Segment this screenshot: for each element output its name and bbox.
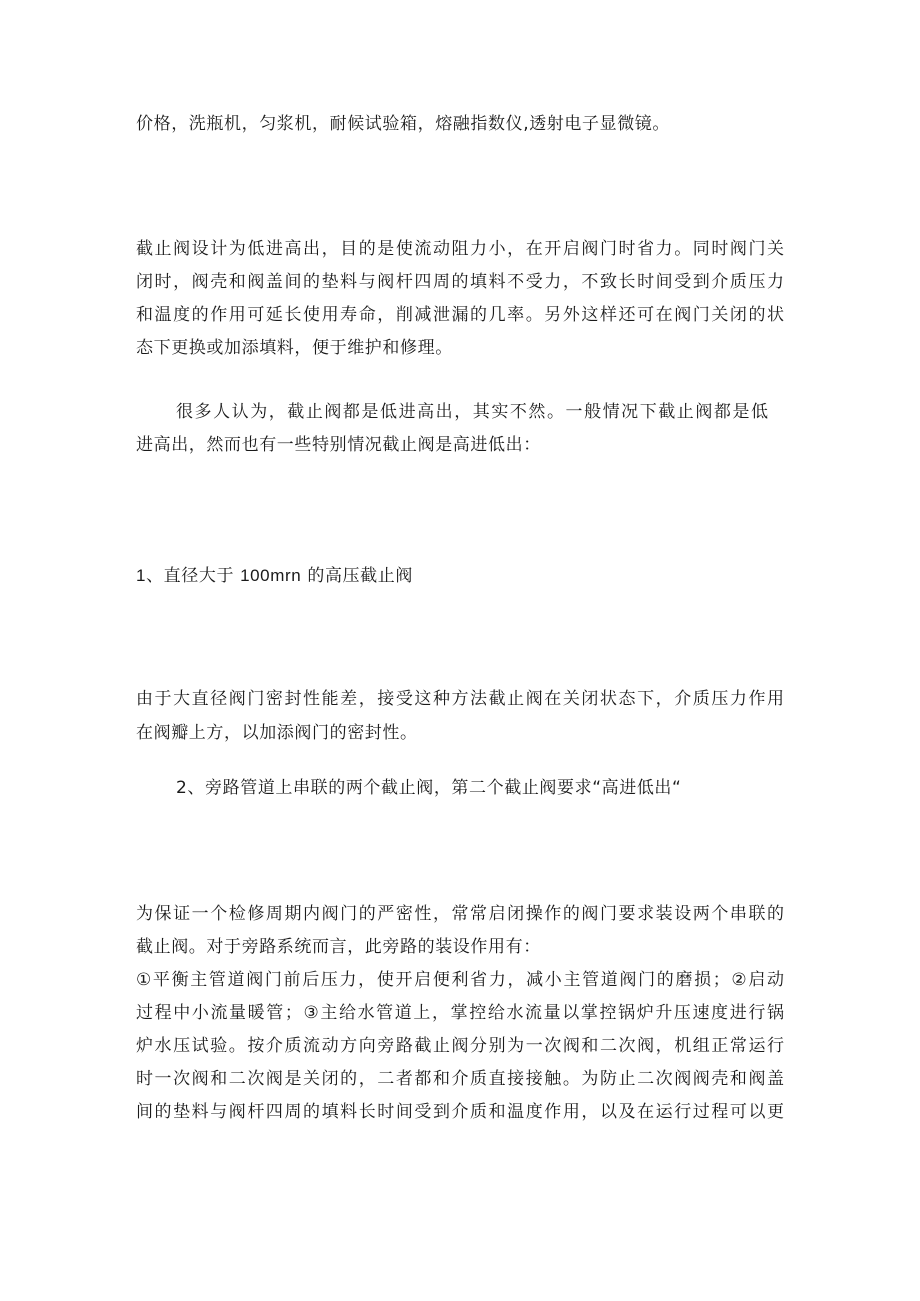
paragraph-line: 间的垫料与阀杆四周的填料长时间受到介质和温度作用，以及在运行过程可以更 — [136, 1102, 784, 1122]
section-heading-1 — [136, 565, 413, 587]
paragraph-line: 价格，洗瓶机，匀浆机，耐候试验箱，熔融指数仪,透射电子显微镜。 — [136, 114, 671, 134]
heading-number: 1 — [136, 566, 147, 585]
paragraph-line: 态下更换或加添填料，便于维护和修理。 — [136, 338, 453, 358]
paragraph-line: 炉水压试验。按介质流动方向旁路截止阀分别为一次阀和二次阀，机组正常运行 — [136, 1036, 784, 1056]
paragraph-line: ①平衡主管道阀门前后压力，使开启便利省力，减小主管道阀门的磨损；②启动 — [136, 970, 784, 990]
paragraph-line: 闭时，阀壳和阀盖间的垫料与阀杆四周的填料不受力，不致长时间受到介质压力 — [136, 272, 784, 292]
heading-text: 、直径大于 — [146, 566, 235, 586]
paragraph-line: 很多人认为，截止阀都是低进高出，其实不然。一般情况下截止阀都是低 — [176, 402, 768, 422]
paragraph-line: 在阀瓣上方，以加添阀门的密封性。 — [136, 723, 418, 743]
heading-text: 的高压截止阀 — [307, 566, 413, 586]
paragraph-line: 过程中小流量暖管；③主给水管道上，掌控给水流量以掌控锅炉升压速度进行锅 — [136, 1003, 784, 1023]
paragraph-line: 进高出，然而也有一些特别情况截止阀是高进低出： — [136, 435, 541, 455]
paragraph-line: 由于大直径阀门密封性能差，接受这种方法截止阀在关闭状态下，介质压力作用 — [136, 689, 784, 709]
paragraph-line: 和温度的作用可延长使用寿命，削减泄漏的几率。另外这样还可在阀门关闭的状 — [136, 305, 784, 325]
paragraph-line: 时一次阀和二次阀是关闭的，二者都和介质直接接触。为防止二次阀阀壳和阀盖 — [136, 1069, 784, 1089]
paragraph-line: 为保证一个检修周期内阀门的严密性，常常启闭操作的阀门要求装设两个串联的 — [136, 904, 784, 924]
paragraph-line: 截止阀设计为低进高出，目的是使流动阻力小，在开启阀门时省力。同时阀门关 — [136, 239, 784, 259]
section-heading-2: 2、旁路管道上串联的两个截止阀，第二个截止阀要求“高进低出“ — [176, 778, 682, 798]
paragraph-line: 截止阀。对于旁路系统而言，此旁路的装设作用有： — [136, 937, 541, 957]
heading-size: 100mrn — [240, 566, 302, 585]
